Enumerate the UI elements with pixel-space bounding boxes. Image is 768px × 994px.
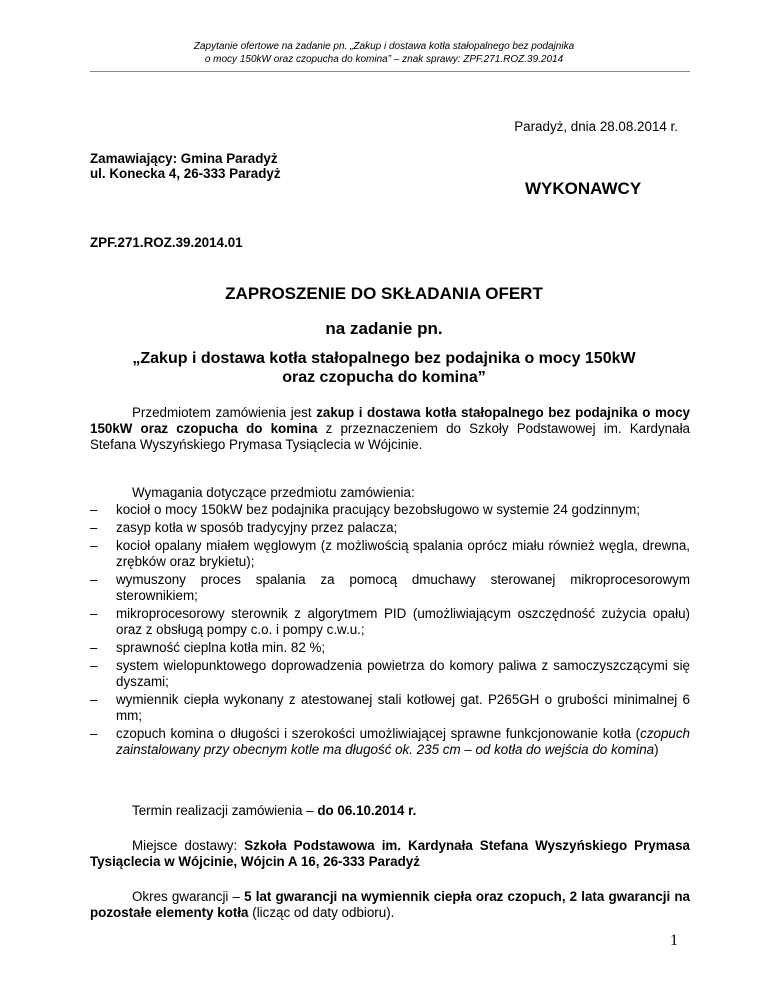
reference-number: ZPF.271.ROZ.39.2014.01: [90, 235, 243, 250]
list-dash: –: [90, 538, 98, 553]
list-item-text-end: ): [654, 742, 659, 757]
list-item: [90, 692, 690, 724]
delivery-value: Szkoła Podstawowa im. Kardynała Stefana Wyszyńskiego Prymasa Tysiąclecia w Wójcinie, Wójcin A 16, 26-333 Paradyż: [90, 838, 690, 869]
list-item: [90, 606, 690, 638]
requirements-intro: Wymagania dotyczące przedmiotu zamówienia:: [132, 485, 415, 500]
list-item-text: kocioł o mocy 150kW bez podajnika pracujący bezobsługowo w systemie 24 godzinnym;: [116, 502, 640, 517]
list-dash: –: [90, 572, 98, 587]
warranty-tail: (licząc od daty odbioru).: [248, 905, 395, 920]
list-item-text: sprawność cieplna kotła min. 82 %;: [116, 640, 326, 655]
delivery-place: [90, 838, 690, 870]
header-divider: [90, 71, 690, 72]
deadline-label: Termin realizacji zamówienia –: [132, 803, 318, 818]
deadline-value: do 06.10.2014 r.: [317, 803, 417, 818]
list-item: [90, 520, 690, 536]
list-item-text: system wielopunktowego doprowadzenia powietrza do komory paliwa z samoczyszczącymi się dyszami;: [116, 658, 690, 689]
list-item-text: wymiennik ciepła wykonany z atestowanej stali kotłowej gat. P265GH o grubości minimalnej 6 mm;: [116, 692, 690, 723]
list-item-italic: czopuch zainstalowany przy obecnym kotle ma długość ok. 235 cm – od kotła do wejścia do komina: [116, 726, 690, 757]
subject-bold: zakup i dostawa kotła stałopalnego bez podajnika o mocy 150kW oraz czopucha do komina: [90, 405, 690, 436]
delivery-label: Miejsce dostawy:: [132, 838, 245, 853]
list-item: [90, 502, 690, 518]
list-dash: –: [90, 640, 98, 655]
list-dash: –: [90, 606, 98, 621]
orderer-address: ul. Konecka 4, 26-333 Paradyż: [90, 166, 281, 181]
list-item: [90, 538, 690, 570]
list-item-text: mikroprocesorowy sterownik z algorytmem PID (umożliwiającym oszczędność zużycia opału) oraz z obsługą pompy c.o. i pompy c.w.u.;: [116, 606, 690, 637]
recipient: WYKONAWCY: [525, 179, 642, 198]
list-item: [90, 726, 690, 758]
list-item-text: zasyp kotła w sposób tradycyjny przez palacza;: [116, 520, 398, 535]
task-title-line-1: „Zakup i dostawa kotła stałopalnego bez podajnika o mocy 150kW: [132, 350, 636, 367]
orderer-name: Zamawiający: Gmina Paradyż: [90, 151, 278, 166]
list-item: [90, 572, 690, 604]
list-dash: –: [90, 658, 98, 673]
list-dash: –: [90, 520, 98, 535]
subject-text-start: Przedmiotem zamówienia jest: [132, 405, 317, 420]
warranty-value: 5 lat gwarancji na wymiennik ciepła oraz czopuch, 2 lata gwarancji na pozostałe elementy kotła: [90, 889, 691, 920]
warranty: [90, 889, 690, 921]
list-item-text-start: czopuch komina o długości i szerokości umożliwiającej sprawne funkcjonowanie kotła (: [116, 726, 641, 741]
document-date: Paradyż, dnia 28.08.2014 r.: [514, 119, 678, 134]
list-dash: –: [90, 692, 98, 707]
header-line-1: Zapytanie ofertowe na zadanie pn. „Zakup i dostawa kotła stałopalnego bez podajnika: [193, 41, 575, 52]
subject-paragraph: [90, 405, 690, 453]
list-dash: –: [90, 502, 98, 517]
list-item-text: [116, 726, 690, 758]
list-dash: –: [90, 726, 98, 741]
list-item: [90, 640, 690, 656]
task-title-line-2: oraz czopucha do komina”: [282, 369, 486, 386]
header-line-2: o mocy 150kW oraz czopucha do komina” – znak sprawy: ZPF.271.ROZ.39.2014: [204, 54, 564, 65]
deadline: [132, 803, 416, 819]
list-item: [90, 658, 690, 690]
list-item-text: kocioł opalany miałem węglowym (z możliwością spalania oprócz miału również węgla, drewna, zrębków oraz brykietu);: [116, 538, 690, 569]
subject-text-end: z przeznaczeniem do Szkoły Podstawowej im. Kardynała Stefana Wyszyńskiego Prymasa Tysiąclecia w Wójcinie.: [90, 421, 691, 452]
page-number: 1: [670, 932, 678, 949]
warranty-label: Okres gwarancji –: [132, 889, 245, 904]
list-item-text: wymuszony proces spalania za pomocą dmuchawy sterowanej mikroprocesorowym sterownikiem;: [116, 572, 690, 603]
document-subtitle: na zadanie pn.: [325, 319, 443, 338]
document-title: ZAPROSZENIE DO SKŁADANIA OFERT: [225, 284, 543, 303]
